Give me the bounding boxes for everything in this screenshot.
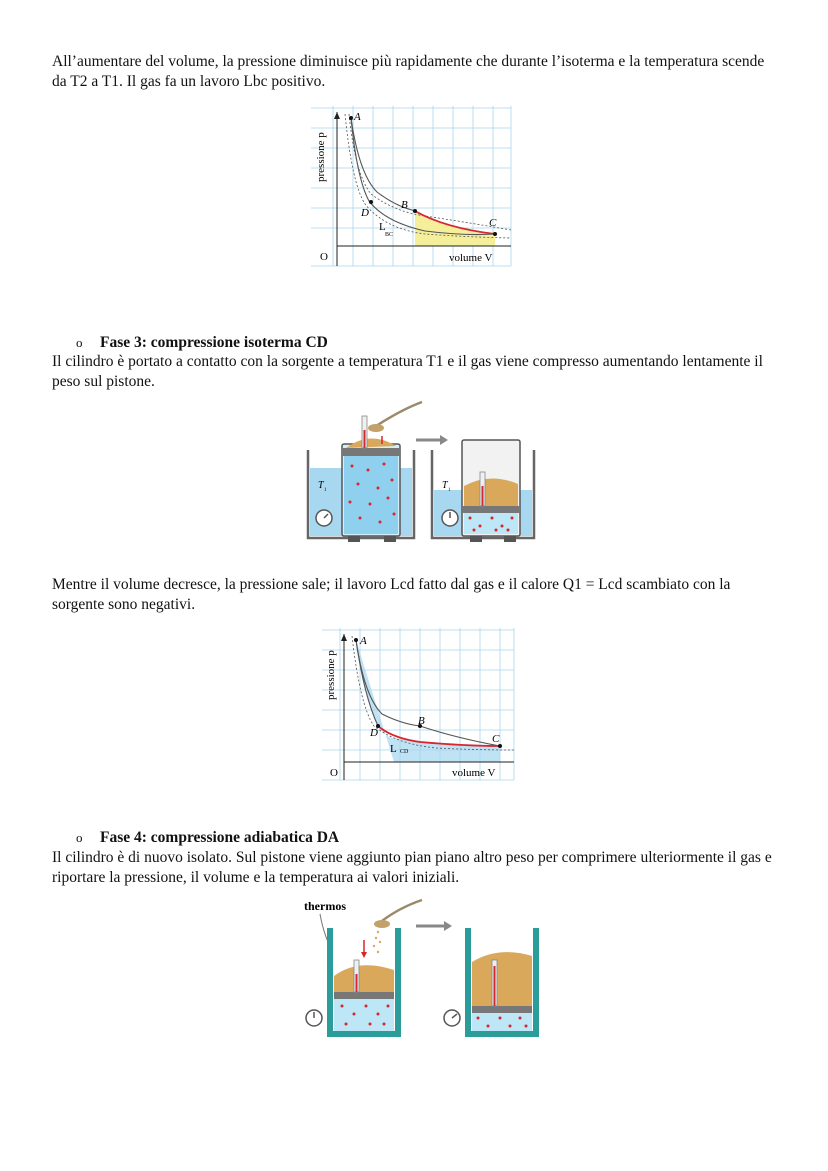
label-b: B — [401, 199, 408, 211]
temp-label-left: T — [318, 480, 324, 491]
x-axis-label: volume V — [449, 252, 493, 264]
origin-label: O — [320, 251, 328, 263]
temp-sub-left: 1 — [324, 488, 327, 493]
label-a: A — [354, 111, 361, 123]
bullet: o — [76, 830, 83, 845]
work-label: L — [379, 221, 386, 233]
foot-left-1 — [348, 536, 360, 542]
heading-fase-3 — [76, 333, 328, 353]
x-axis-label: volume V — [452, 767, 496, 779]
gas-left — [334, 999, 394, 1031]
heading-fase-4-text: Fase 4: compressione adiabatica DA — [100, 829, 340, 846]
heading-fase-3-text: Fase 3: compressione isoterma CD — [100, 334, 328, 351]
temp-sub-right: 1 — [448, 488, 451, 493]
gas-right — [472, 1013, 532, 1031]
pv-diagram-bc — [305, 104, 515, 270]
bullet: o — [76, 335, 83, 350]
label-d: D — [370, 727, 378, 739]
thermometer-left-fluid — [364, 430, 366, 448]
spoon-bowl-left — [368, 424, 384, 432]
pv-diagram-cd — [316, 626, 518, 784]
thermos-label: thermos — [304, 899, 346, 913]
gas-right — [464, 513, 518, 534]
paragraph-lavoro-cd: Mentre il volume decresce, la pressione sale; il lavoro Lcd fatto dal gas e il calore Q1 = Lcd scambiato con la sorgente sono negativi. — [52, 576, 731, 613]
paragraph-adiabatic-expansion: All’aumentare del volume, la pressione diminuisce più rapidamente che durante l’isoterma e la temperatura scende da T2 a T1. Il gas fa un lavoro Lbc positivo. — [52, 53, 765, 90]
arrow-down-head — [361, 952, 367, 958]
label-a: A — [360, 635, 367, 647]
piston-right — [462, 506, 520, 513]
cylinders-isothermal-compression — [300, 400, 538, 546]
origin-label: O — [330, 767, 338, 779]
y-axis-label: pressione p — [315, 132, 327, 182]
label-b: B — [418, 715, 425, 727]
y-axis-label: pressione p — [325, 650, 337, 700]
thermometer-left-fluid — [356, 974, 358, 992]
point-a — [349, 116, 353, 120]
temp-label-right: T — [442, 480, 448, 491]
paragraph-fase-3: Il cilindro è portato a contatto con la sorgente a temperatura T1 e il gas viene compresso aumentando lentamente il peso sul pistone. — [52, 353, 763, 390]
heading-fase-4 — [76, 828, 339, 848]
foot-right-2 — [504, 536, 516, 542]
point-a — [354, 638, 358, 642]
piston-right — [472, 1006, 532, 1013]
label-c: C — [489, 217, 497, 229]
work-subscript: CD — [400, 749, 409, 755]
paragraph-fase-4: Il cilindro è di nuovo isolato. Sul pistone viene aggiunto pian piano altro peso per comprimere ulteriormente il gas e riportare la pressione, il volume e la temperatura ai valori iniziali. — [52, 849, 772, 886]
point-d — [369, 200, 373, 204]
foot-left-2 — [384, 536, 396, 542]
spoon-bowl — [374, 920, 390, 928]
sand-right — [472, 952, 532, 1006]
foot-right-1 — [470, 536, 482, 542]
sand-left — [334, 965, 394, 992]
work-subscript: BC — [385, 232, 394, 238]
transition-arrow-head — [444, 921, 452, 931]
label-d: D — [361, 207, 369, 219]
thermometer-right-fluid — [482, 486, 484, 506]
work-label: L — [390, 743, 397, 755]
label-c: C — [492, 733, 500, 745]
gas-left — [344, 456, 398, 534]
point-c — [493, 232, 497, 236]
cylinders-adiabatic-compression — [298, 896, 544, 1042]
thermometer-right-fluid — [494, 966, 496, 1006]
point-b — [413, 209, 417, 213]
piston-left — [342, 448, 400, 456]
sand-right — [464, 478, 518, 506]
piston-left — [334, 992, 394, 999]
transition-arrow-head — [440, 435, 448, 445]
falling-sand — [373, 931, 381, 953]
